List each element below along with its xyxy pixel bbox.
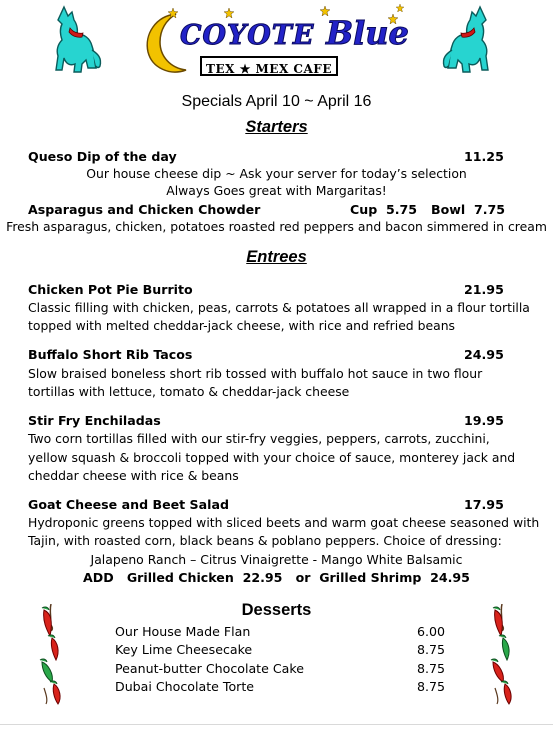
brand-word-coyote: COYOTE [180,20,315,51]
brand-logo [180,14,409,54]
entree-price: 24.95 [464,347,504,362]
dessert-price: 8.75 [417,642,446,657]
entree-desc-line: Classic filling with chicken, peas, carrots & potatoes all wrapped in a flour tortilla [28,300,530,315]
entree-name: Goat Cheese and Beet Salad [28,497,229,512]
queso-desc-line1: Our house cheese dip ~ Ask your server for today’s selection [86,166,467,181]
entrees-heading: Entrees [246,248,307,266]
left-chili-pepper-icon [36,604,66,706]
right-coyote-icon [438,4,494,74]
page-title: Specials April 10 ~ April 16 [181,93,372,110]
queso-price: 11.25 [464,149,504,164]
dessert-name: Dubai Chocolate Torte [115,679,255,694]
queso-desc-line2: Always Goes great with Margaritas! [166,183,387,198]
entree-name: Stir Fry Enchiladas [28,413,161,428]
chowder-cup-price: Cup 5.75 [350,202,418,217]
header [0,0,553,90]
entree-price: 21.95 [464,282,504,297]
dessert-name: Our House Made Flan [115,624,251,639]
dessert-name: Key Lime Cheesecake [115,642,253,657]
left-coyote-icon [50,4,106,74]
salad-add-ons: ADD Grilled Chicken 22.95 or Grilled Shrimp 24.95 [83,570,470,585]
dessert-price: 6.00 [417,624,446,639]
dessert-name: Peanut-butter Chocolate Cake [115,661,304,676]
entree-desc-line: Two corn tortillas filled with our stir-fry veggies, peppers, carrots, zucchini, [28,431,490,446]
entree-name: Chicken Pot Pie Burrito [28,282,193,297]
brand-subtitle-box [200,56,338,76]
entree-desc-line: Tajin, with roasted corn, black beans & poblano peppers. Choice of dressing: [28,533,502,548]
star-icon [396,4,404,12]
chowder-name: Asparagus and Chicken Chowder [28,202,261,217]
brand-subtitle: TEX ★ MEX CAFE [206,62,332,76]
queso-name: Queso Dip of the day [28,149,177,164]
chowder-bowl-price: Bowl 7.75 [431,202,506,217]
entree-desc-line: topped with melted cheddar-jack cheese, with rice and refried beans [28,318,456,333]
brand-word-blue: Blue [326,14,409,52]
right-chili-pepper-icon [487,604,517,706]
dressing-options: Jalapeno Ranch – Citrus Vinaigrette - Mango White Balsamic [90,552,463,567]
entree-desc-line: Slow braised boneless short rib tossed with buffalo hot sauce in two flour [28,366,483,381]
desserts-heading: Desserts [241,601,312,619]
starters-heading: Starters [245,118,308,136]
entree-desc-line: Hydroponic greens topped with sliced beets and warm goat cheese seasoned with [28,515,540,530]
entree-price: 17.95 [464,497,504,512]
entree-desc-line: yellow squash & broccoli topped with your choice of sauce, monterey jack and [28,450,516,465]
star-icon [168,8,178,18]
chowder-desc: Fresh asparagus, chicken, potatoes roasted red peppers and bacon simmered in cream [6,219,547,234]
dessert-price: 8.75 [417,679,446,694]
entree-price: 19.95 [464,413,504,428]
page-bottom-divider [0,724,553,725]
entree-name: Buffalo Short Rib Tacos [28,347,193,362]
dessert-price: 8.75 [417,661,446,676]
entree-desc-line: cheddar cheese with rice & beans [28,468,239,483]
entree-desc-line: tortillas with lettuce, tomato & cheddar-jack cheese [28,384,350,399]
